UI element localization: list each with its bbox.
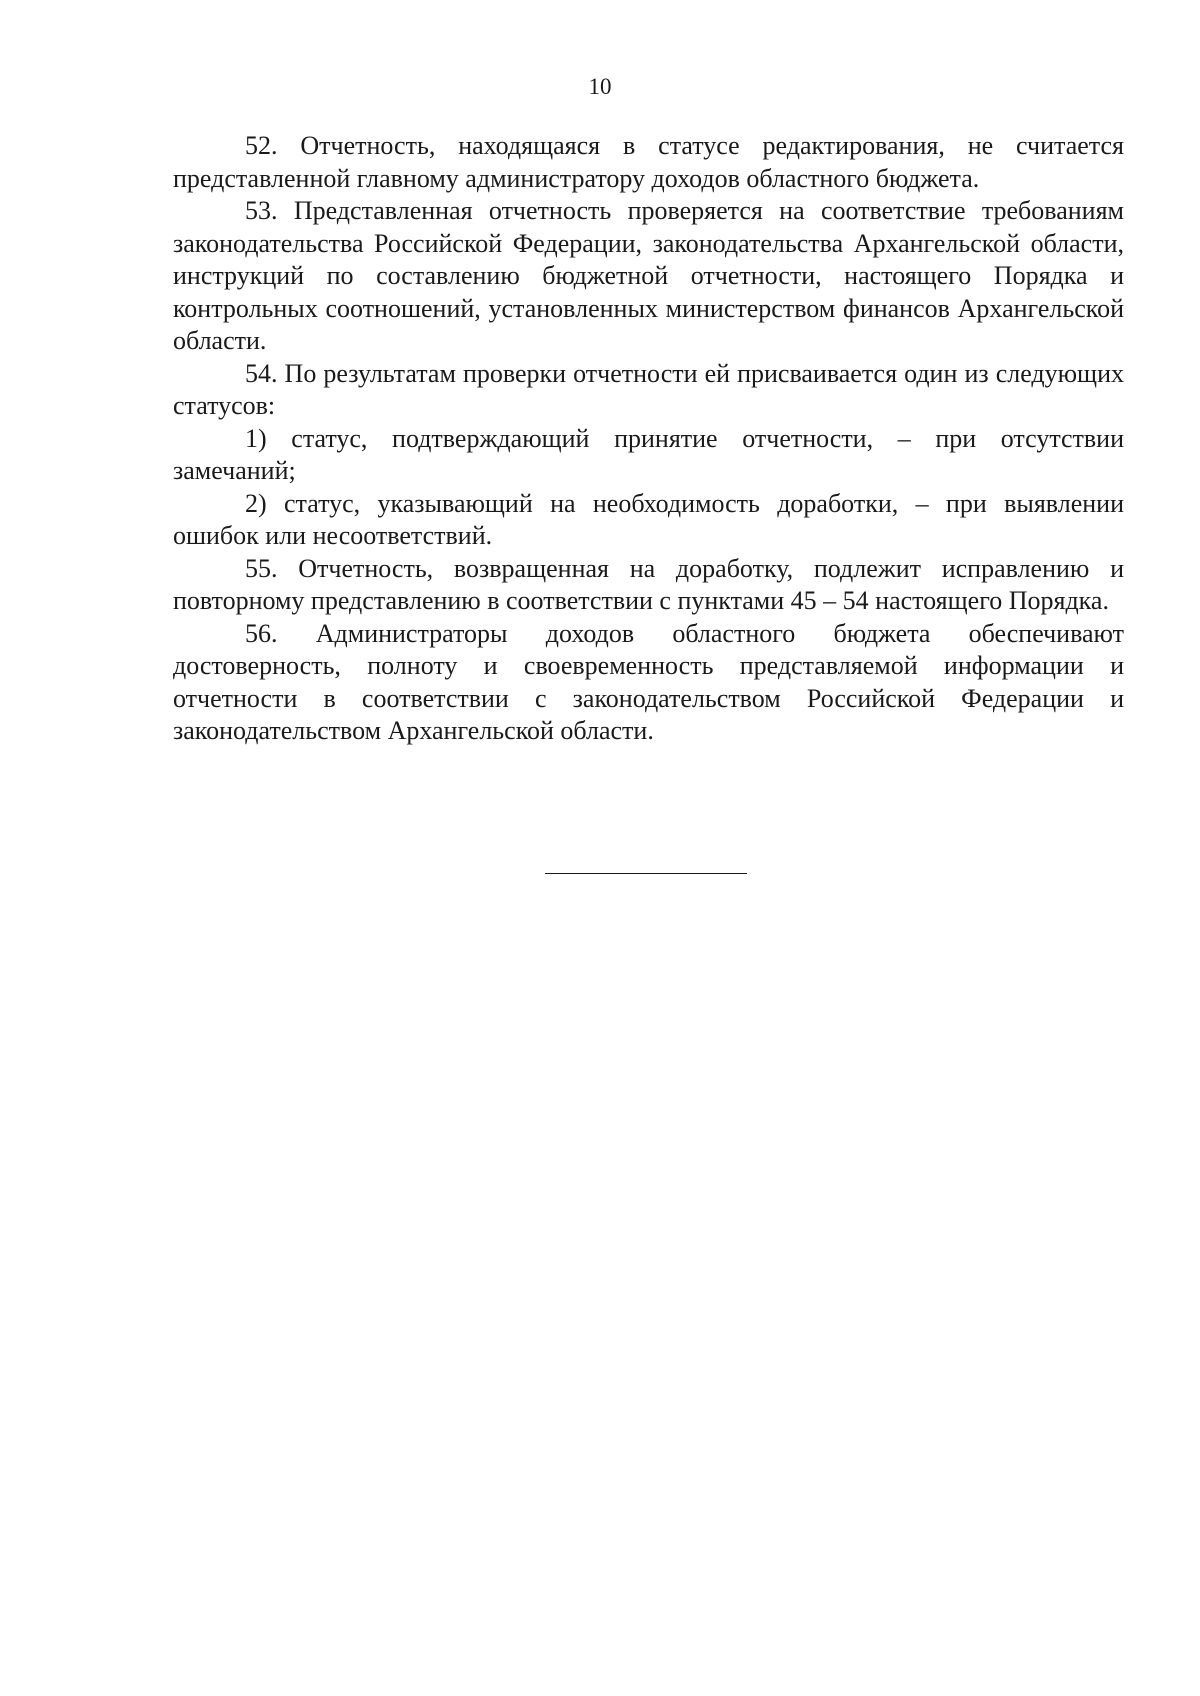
paragraph-54-item-2: 2) статус, указывающий на необходимость доработки, – при выявлении ошибок или несоответствий. [173,488,1124,550]
paragraph-56: 56. Администраторы доходов областного бюджета обеспечивают достоверность, полноту и своевременность представляемой информации и отчетности в соответствии с законодательством Российской Федерации и законодательством Архангельской области. [173,618,1124,745]
end-separator-line [545,873,747,874]
paragraph-54: 54. По результатам проверки отчетности ей присваивается один из следующих статусов: [173,358,1124,420]
paragraph-53: 53. Представленная отчетность проверяется на соответствие требованиям законодательства Российской Федерации, законодательства Архангельской области, инструкций по составлению бюджетной отчетности, настоящего Порядка и контрольных соотношений, установленных министерством финансов Архангельской области. [173,196,1124,355]
document-body [173,130,1124,748]
page-number: 10 [588,74,612,99]
paragraph-52: 52. Отчетность, находящаяся в статусе редактирования, не считается представленной главному администратору доходов областного бюджета. [173,131,1124,193]
paragraph-55: 55. Отчетность, возвращенная на доработку, подлежит исправлению и повторному представлению в соответствии с пунктами 45 – 54 настоящего Порядка. [173,553,1124,615]
paragraph-54-item-1: 1) статус, подтверждающий принятие отчетности, – при отсутствии замечаний; [173,423,1124,485]
